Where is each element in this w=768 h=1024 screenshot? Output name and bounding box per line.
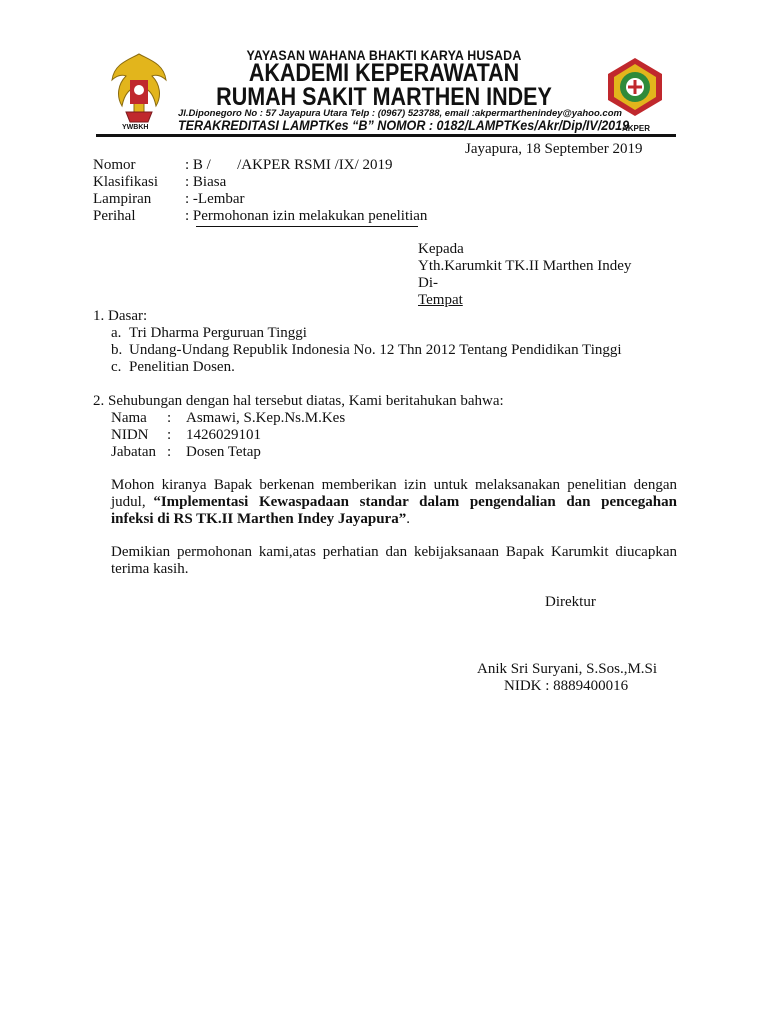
body-p2-line2: terima kasih. xyxy=(111,561,189,577)
dasar-item-c: Penelitian Dosen. xyxy=(129,359,235,375)
body-p1-line3 xyxy=(111,511,410,528)
meta-label-nomor: Nomor xyxy=(93,157,136,173)
academy-name: AKADEMI KEPERAWATAN xyxy=(248,59,520,87)
research-title-part2: infeksi di RS TK.II Marthen Indey Jayapura” xyxy=(111,511,407,527)
field-label-nidn: NIDN xyxy=(111,427,149,443)
field-label-nama: Nama xyxy=(111,410,147,426)
field-label-jabatan: Jabatan xyxy=(111,444,156,460)
right-logo-caption: AKPER xyxy=(622,124,651,133)
dasar-heading: 1. Dasar: xyxy=(93,308,148,324)
body-p2-line1: Demikian permohonan kami,atas perhatian dan kebijaksanaan Bapak Karumkit diucapkan xyxy=(111,544,677,560)
meta-value-lampiran: : -Lembar xyxy=(185,191,245,207)
body-p1-line3-suffix: . xyxy=(406,511,410,527)
recipient-tempat: Tempat xyxy=(418,292,463,308)
dasar-marker-c: c. xyxy=(111,359,122,375)
meta-value-nomor: : B / /AKPER RSMI /IX/ 2019 xyxy=(185,157,393,173)
foundation-name: YAYASAN WAHANA BHAKTI KARYA HUSADA xyxy=(246,48,522,63)
field-sep-nidn: : xyxy=(167,427,172,443)
letter-date: Jayapura, 18 September 2019 xyxy=(465,141,643,157)
body-p1-line2-prefix: judul, xyxy=(111,494,150,510)
dasar-marker-b: b. xyxy=(111,342,123,358)
meta-label-lampiran: Lampiran xyxy=(93,191,152,207)
field-value-jabatan: Dosen Tetap xyxy=(186,444,261,460)
section2-heading: 2. Sehubungan dengan hal tersebut diatas, Kami beritahukan bahwa: xyxy=(93,393,504,409)
signature-name: Anik Sri Suryani, S.Sos.,M.Si xyxy=(477,661,658,677)
perihal-underline xyxy=(196,226,418,227)
meta-label-klasifikasi: Klasifikasi xyxy=(93,174,158,190)
hospital-name: RUMAH SAKIT MARTHEN INDEY xyxy=(216,83,552,111)
letterhead-address: Jl.Diponegoro No : 57 Jayapura Utara Telp : (0967) 523788, email :akpermarthenindey@yahoo.com xyxy=(178,108,622,119)
field-value-nama: Asmawi, S.Kep.Ns.M.Kes xyxy=(186,410,346,426)
meta-label-perihal: Perihal xyxy=(93,208,136,224)
body-p1-line2 xyxy=(111,494,677,511)
dasar-marker-a: a. xyxy=(111,325,122,341)
field-sep-jabatan: : xyxy=(167,444,172,460)
dasar-item-b: Undang-Undang Republik Indonesia No. 12 Thn 2012 Tentang Pendidikan Tinggi xyxy=(129,342,622,358)
recipient-di: Di- xyxy=(418,275,438,291)
akper-logo xyxy=(604,56,666,118)
signature-nidk: NIDK : 8889400016 xyxy=(504,678,629,694)
research-title-part1: “Implementasi Kewaspadaan standar dalam pengendalian dan pencegahan xyxy=(153,494,677,510)
meta-value-perihal: : Permohonan izin melakukan penelitian xyxy=(185,208,428,224)
dasar-item-a: Tri Dharma Perguruan Tinggi xyxy=(129,325,307,341)
recipient-kepada: Kepada xyxy=(418,241,464,257)
body-p1-line1: Mohon kiranya Bapak berkenan memberikan izin untuk melaksanakan penelitian dengan xyxy=(111,477,677,493)
field-sep-nama: : xyxy=(167,410,172,426)
recipient-name: Yth.Karumkit TK.II Marthen Indey xyxy=(418,258,632,274)
accreditation-line: TERAKREDITASI LAMPTKes “B” NOMOR : 0182/LAMPTKes/Akr/Dip/IV/2019 xyxy=(178,118,630,133)
signature-title: Direktur xyxy=(545,594,596,610)
meta-value-klasifikasi: : Biasa xyxy=(185,174,227,190)
letterhead-divider xyxy=(96,134,676,137)
left-logo-caption: YWBKH xyxy=(122,124,149,131)
field-value-nidn: 1426029101 xyxy=(186,427,261,443)
